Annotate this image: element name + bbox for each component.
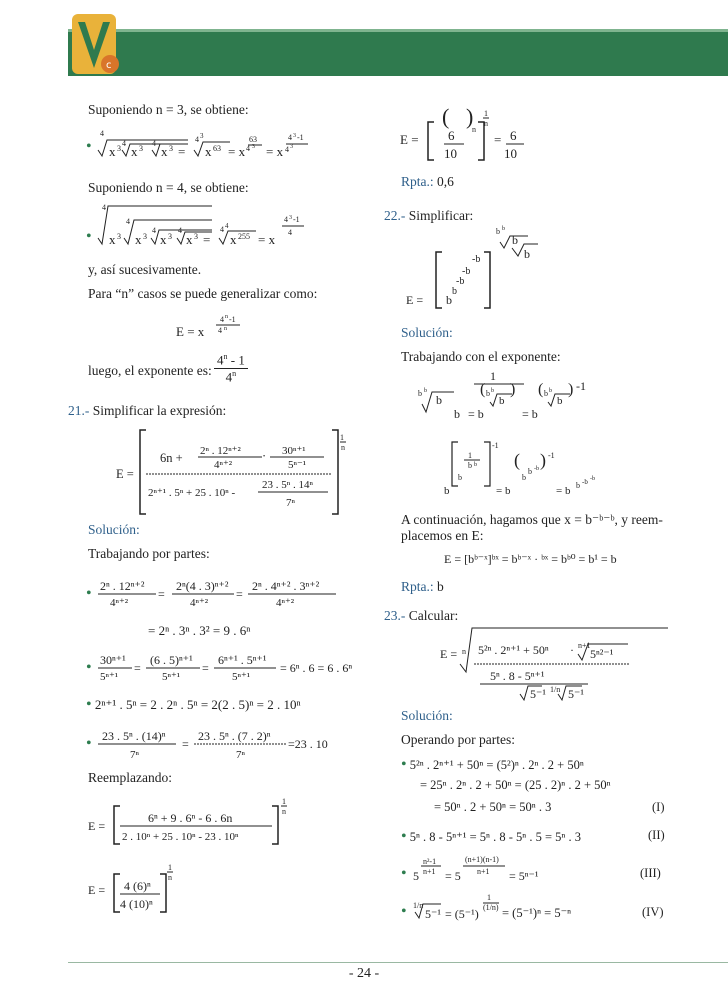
q23-heading	[384, 608, 458, 624]
formula-q21	[112, 424, 362, 520]
svg-text:b: b	[496, 227, 500, 236]
parts-eq5-end: =23 . 10	[288, 737, 328, 751]
svg-text:4: 4	[152, 226, 156, 235]
svg-text:=: =	[182, 737, 189, 751]
svg-text:b: b	[549, 388, 552, 394]
parts-eq2: = 2ⁿ . 3ⁿ . 3² = 9 . 6ⁿ	[148, 623, 251, 638]
trabajando-partes: Trabajando por partes:	[88, 546, 210, 561]
tag-II: (II)	[648, 828, 665, 842]
svg-text:b: b	[544, 389, 548, 398]
svg-text:b: b	[522, 473, 526, 482]
svg-text:5⁻¹: 5⁻¹	[425, 907, 441, 921]
solucion-21: Solución:	[88, 522, 140, 537]
text-exponente: luego, el exponente es:	[88, 363, 212, 378]
svg-text:4: 4	[218, 326, 222, 335]
svg-text:-1: -1	[293, 215, 300, 224]
formula-q23	[438, 624, 678, 708]
svg-text:E =: E =	[406, 293, 424, 307]
svg-text:4: 4	[288, 133, 292, 142]
svg-text:b: b	[512, 233, 518, 247]
svg-text:x: x	[109, 232, 116, 247]
svg-text:3: 3	[293, 133, 296, 139]
q22-number: 22.-	[384, 208, 406, 223]
solucion-22: Solución:	[401, 325, 453, 340]
q23-number: 23.-	[384, 608, 406, 623]
op-line6-end: = (5⁻¹)ⁿ = 5⁻ⁿ	[502, 906, 572, 920]
svg-text:4: 4	[288, 228, 292, 237]
svg-text:=: =	[178, 144, 186, 159]
formula-n3-svg	[96, 124, 326, 166]
q22-text: Simplificar:	[408, 208, 474, 223]
svg-text:n: n	[168, 873, 172, 882]
svg-text:b: b	[486, 389, 490, 398]
svg-text:3: 3	[117, 232, 121, 241]
svg-text:= x: = x	[258, 232, 276, 247]
svg-text:4ⁿ⁺²: 4ⁿ⁺²	[190, 597, 209, 609]
svg-text:3: 3	[139, 144, 143, 153]
bullet: •	[86, 228, 92, 245]
svg-text:n: n	[225, 314, 228, 320]
svg-text:3: 3	[252, 144, 255, 150]
svg-text:=: =	[203, 232, 211, 247]
svg-text:3: 3	[168, 232, 172, 241]
svg-text:4: 4	[285, 145, 289, 154]
svg-text:4: 4	[102, 203, 106, 212]
svg-text:(: (	[538, 381, 544, 398]
svg-text:•: •	[86, 585, 92, 602]
rpta-2-value: b	[437, 579, 444, 594]
svg-text:10: 10	[444, 146, 457, 161]
svg-text:b: b	[474, 462, 477, 468]
svg-text:1: 1	[468, 451, 472, 460]
frac-exponente: $\frac{4^n - 1}{4^n}$	[214, 352, 248, 386]
svg-text:): )	[466, 108, 474, 129]
svg-text:1: 1	[487, 893, 491, 902]
svg-text:6: 6	[510, 128, 517, 143]
svg-text:5⁻¹: 5⁻¹	[568, 687, 584, 701]
svg-text:23 . 5ⁿ . (14)ⁿ: 23 . 5ⁿ . (14)ⁿ	[102, 729, 166, 743]
rpta-2	[401, 579, 444, 595]
svg-text:-b: -b	[472, 254, 481, 265]
svg-text:6ⁿ⁺¹ . 5ⁿ⁺¹: 6ⁿ⁺¹ . 5ⁿ⁺¹	[218, 653, 267, 667]
svg-text:= b: = b	[468, 407, 484, 421]
svg-text:-1: -1	[548, 451, 555, 460]
svg-text:x: x	[135, 232, 142, 247]
svg-text:•: •	[401, 865, 407, 882]
svg-text:4: 4	[225, 222, 229, 230]
tag-IV: (IV)	[642, 905, 664, 919]
svg-text:n²-1: n²-1	[423, 857, 437, 866]
parts-eq4: • 2ⁿ⁺¹ . 5ⁿ = 2 . 2ⁿ . 5ⁿ = 2(2 . 5)ⁿ = 2 . 10ⁿ	[86, 696, 301, 713]
svg-text:= 5ⁿ⁻¹: = 5ⁿ⁻¹	[509, 869, 539, 883]
header-band	[68, 32, 728, 76]
svg-text:1: 1	[168, 863, 172, 872]
svg-text:-b: -b	[582, 478, 588, 486]
svg-text:4: 4	[122, 139, 126, 148]
rpta-1	[401, 174, 454, 190]
svg-text:b: b	[418, 389, 422, 398]
svg-text:1/n: 1/n	[413, 901, 424, 910]
svg-text:): )	[568, 381, 574, 398]
svg-text:23 . 5ⁿ . (7 . 2)ⁿ: 23 . 5ⁿ . (7 . 2)ⁿ	[198, 729, 271, 743]
svg-text:4: 4	[178, 226, 182, 235]
svg-text:-1: -1	[229, 315, 236, 324]
svg-text:x: x	[109, 144, 116, 159]
svg-text:30ⁿ⁺¹: 30ⁿ⁺¹	[100, 653, 126, 667]
svg-text:4: 4	[220, 315, 224, 324]
svg-text:4 (6)ⁿ: 4 (6)ⁿ	[124, 879, 151, 893]
svg-text:): )	[510, 381, 516, 398]
parts-eq4-text: 2ⁿ⁺¹ . 5ⁿ = 2 . 2ⁿ . 5ⁿ = 2(2 . 5)ⁿ = 2 . 10ⁿ	[94, 697, 301, 712]
svg-text:= x: = x	[228, 144, 246, 159]
svg-text:63: 63	[213, 144, 221, 153]
svg-text:-1: -1	[297, 133, 304, 142]
svg-text:7ⁿ: 7ⁿ	[130, 749, 139, 761]
svg-text:(n+1)(n-1): (n+1)(n-1)	[465, 855, 499, 864]
eq-e-final: E = [bᵇ⁻ˣ]ᵇˣ = bᵇ⁻ˣ · ᵇˣ = bᵇ⁰ = b¹ = b	[444, 552, 617, 566]
op-line5	[401, 852, 571, 888]
formula-q22	[400, 222, 550, 314]
svg-text:3: 3	[117, 144, 121, 153]
svg-text:): )	[540, 450, 546, 470]
svg-text:1: 1	[490, 369, 496, 383]
svg-text:·: ·	[262, 449, 267, 463]
svg-text:E =: E =	[88, 883, 106, 897]
q23-text: Calcular:	[408, 608, 459, 623]
svg-text:-b: -b	[462, 266, 471, 277]
svg-text:4 (10)ⁿ: 4 (10)ⁿ	[120, 897, 153, 911]
svg-text:5ⁿ⁻¹: 5ⁿ⁻¹	[288, 459, 307, 471]
svg-text:b: b	[446, 293, 452, 307]
svg-text:3: 3	[200, 132, 204, 140]
svg-text:1: 1	[340, 433, 344, 442]
svg-text:b: b	[557, 395, 563, 407]
svg-text:b: b	[452, 286, 457, 297]
op-line1-text: 5²ⁿ . 2ⁿ⁺¹ + 50ⁿ = (5²)ⁿ . 2ⁿ . 2 + 50ⁿ	[409, 758, 584, 772]
svg-text:·: ·	[570, 643, 574, 657]
rpta-1-value: 0,6	[437, 174, 454, 189]
svg-text:2ⁿ(4 . 3)ⁿ⁺²: 2ⁿ(4 . 3)ⁿ⁺²	[176, 579, 229, 593]
formula-e-46	[86, 858, 196, 918]
svg-text:2 . 10ⁿ + 25 . 10ⁿ - 23 . 10ⁿ: 2 . 10ⁿ + 25 . 10ⁿ - 23 . 10ⁿ	[122, 831, 239, 843]
svg-text:4: 4	[284, 215, 288, 224]
svg-text:1/n: 1/n	[550, 685, 561, 694]
svg-text:(1/n): (1/n)	[483, 903, 499, 912]
svg-text:4ⁿ⁺²: 4ⁿ⁺²	[276, 597, 295, 609]
svg-text:4: 4	[100, 129, 104, 138]
text-general: Para “n” casos se puede generalizar como:	[88, 286, 318, 301]
svg-text:E = x: E = x	[176, 324, 205, 339]
formula-exponente2	[440, 436, 620, 500]
svg-text:= b: = b	[496, 485, 511, 497]
logo-icon	[70, 12, 126, 82]
svg-text:=: =	[158, 587, 165, 601]
svg-text:n: n	[462, 647, 466, 656]
op-line2: = 25ⁿ . 2ⁿ . 2 + 50ⁿ = (25 . 2)ⁿ . 2 + 50ⁿ	[420, 778, 611, 792]
svg-text:5ⁿ⁺¹: 5ⁿ⁺¹	[162, 671, 181, 683]
svg-text:= 5: = 5	[445, 869, 461, 883]
svg-text:5: 5	[413, 869, 419, 883]
formula-exponente	[414, 366, 614, 424]
svg-text:=: =	[202, 661, 209, 675]
svg-text:x: x	[186, 232, 193, 247]
parts-eq1	[86, 574, 346, 614]
reemplazando: Reemplazando:	[88, 770, 172, 785]
svg-text:1: 1	[282, 797, 286, 806]
solucion-23: Solución:	[401, 708, 453, 723]
text-n3: Suponiendo n = 3, se obtiene:	[88, 102, 249, 117]
svg-text:E =: E =	[440, 647, 458, 661]
svg-text:b: b	[576, 481, 580, 490]
rpta-2-label: Rpta.:	[401, 579, 434, 594]
svg-text:•: •	[86, 659, 92, 676]
op-line4-text: 5ⁿ . 8 - 5ⁿ⁺¹ = 5ⁿ . 8 - 5ⁿ . 5 = 5ⁿ . 3	[409, 830, 581, 844]
svg-text:(: (	[442, 108, 450, 129]
svg-text:b: b	[524, 247, 530, 261]
svg-text:E =: E =	[400, 132, 419, 147]
svg-text:=: =	[134, 661, 141, 675]
svg-text:b: b	[424, 388, 427, 394]
svg-text:6ⁿ + 9 . 6ⁿ - 6 . 6n: 6ⁿ + 9 . 6ⁿ - 6 . 6n	[148, 811, 233, 825]
q21-number: 21.-	[68, 403, 90, 418]
q21-heading	[68, 403, 226, 419]
svg-text:-b: -b	[456, 276, 465, 287]
svg-text:4: 4	[246, 144, 250, 153]
parts-eq3	[86, 648, 366, 688]
svg-text:n+1: n+1	[578, 641, 591, 650]
svg-text:b: b	[458, 473, 462, 482]
svg-text:-1: -1	[576, 379, 586, 393]
svg-text:b: b	[444, 485, 450, 497]
svg-text:6: 6	[448, 128, 455, 143]
svg-text:b: b	[502, 226, 505, 232]
footer-rule	[68, 962, 728, 963]
svg-text:6n +: 6n +	[160, 451, 183, 465]
svg-text:= 6ⁿ . 6 = 6 . 6ⁿ: = 6ⁿ . 6 = 6 . 6ⁿ	[280, 661, 353, 675]
svg-text:= (5⁻¹): = (5⁻¹)	[445, 907, 479, 921]
svg-text:5ⁿ²⁻¹: 5ⁿ²⁻¹	[590, 647, 614, 661]
svg-text:255: 255	[238, 232, 250, 241]
svg-text:3: 3	[290, 144, 293, 150]
svg-text:E =: E =	[116, 467, 134, 481]
svg-text:n+1: n+1	[423, 867, 436, 876]
text-sucesivamente: y, así sucesivamente.	[88, 262, 202, 277]
svg-text:b: b	[528, 467, 532, 476]
svg-text:7ⁿ: 7ⁿ	[236, 749, 245, 761]
svg-text:x: x	[205, 144, 212, 159]
continuacion-1: A continuación, hagamos que x = b⁻ᵇ⁻ᵇ, y reem-	[401, 512, 663, 527]
svg-text:x: x	[230, 232, 237, 247]
svg-text:(: (	[480, 381, 486, 398]
page-number: - 24 -	[348, 966, 380, 981]
svg-text:2ⁿ . 4ⁿ⁺² . 3ⁿ⁺²: 2ⁿ . 4ⁿ⁺² . 3ⁿ⁺²	[252, 579, 320, 593]
svg-text:n: n	[341, 443, 345, 452]
tag-I: (I)	[652, 800, 665, 814]
svg-text:4: 4	[152, 139, 156, 148]
svg-text:x: x	[161, 144, 168, 159]
svg-text:5ⁿ⁺¹: 5ⁿ⁺¹	[100, 671, 119, 683]
svg-text:30ⁿ⁺¹: 30ⁿ⁺¹	[282, 445, 306, 457]
svg-text:b: b	[499, 395, 505, 407]
svg-text:=: =	[494, 132, 502, 147]
svg-text:= b: = b	[556, 485, 571, 497]
svg-text:3: 3	[194, 232, 198, 241]
svg-text:5²ⁿ . 2ⁿ⁺¹ + 50ⁿ: 5²ⁿ . 2ⁿ⁺¹ + 50ⁿ	[478, 643, 549, 657]
operando-partes: Operando por partes:	[401, 732, 515, 747]
svg-text:= b: = b	[522, 407, 538, 421]
svg-text:b: b	[491, 388, 494, 394]
svg-text:3: 3	[289, 215, 292, 221]
svg-text:3: 3	[143, 232, 147, 241]
rpta-1-label: Rpta.:	[401, 174, 434, 189]
svg-text:-b: -b	[590, 476, 595, 482]
svg-text:4: 4	[195, 135, 199, 144]
formula-n4-svg	[96, 198, 326, 256]
svg-text:n: n	[224, 326, 227, 332]
svg-text:5⁻¹: 5⁻¹	[530, 687, 546, 701]
svg-text:x: x	[160, 232, 167, 247]
op-line4: • 5ⁿ . 8 - 5ⁿ⁺¹ = 5ⁿ . 8 - 5ⁿ . 5 = 5ⁿ . 3	[401, 828, 581, 845]
svg-text:4ⁿ⁺²: 4ⁿ⁺²	[214, 459, 233, 471]
svg-text:5ⁿ . 8 - 5ⁿ⁺¹: 5ⁿ . 8 - 5ⁿ⁺¹	[490, 669, 545, 683]
svg-text:c: c	[106, 60, 112, 71]
formula-n3: •	[86, 138, 92, 155]
svg-text:3: 3	[169, 144, 173, 153]
svg-text:•: •	[86, 735, 92, 752]
svg-text:b: b	[436, 393, 442, 407]
svg-text:=: =	[236, 587, 243, 601]
q21-text: Simplificar la expresión:	[92, 403, 227, 418]
op-line3: = 50ⁿ . 2 + 50ⁿ = 50ⁿ . 3	[434, 800, 552, 814]
svg-text:23 . 5ⁿ . 14ⁿ: 23 . 5ⁿ . 14ⁿ	[262, 479, 313, 491]
svg-text:x: x	[131, 144, 138, 159]
svg-text:n+1: n+1	[477, 867, 490, 876]
svg-text:2ⁿ . 12ⁿ⁺²: 2ⁿ . 12ⁿ⁺²	[200, 445, 241, 457]
svg-text:n: n	[484, 119, 488, 128]
svg-text:4ⁿ⁺²: 4ⁿ⁺²	[110, 597, 129, 609]
formula-general	[172, 306, 242, 340]
svg-text:2ⁿ . 12ⁿ⁺²: 2ⁿ . 12ⁿ⁺²	[100, 579, 145, 593]
svg-text:10: 10	[504, 146, 517, 161]
svg-text:2ⁿ⁺¹ . 5ⁿ + 25 . 10ⁿ -: 2ⁿ⁺¹ . 5ⁿ + 25 . 10ⁿ -	[148, 487, 236, 499]
svg-text:4: 4	[126, 217, 130, 226]
svg-text:5ⁿ⁺¹: 5ⁿ⁺¹	[232, 671, 251, 683]
svg-text:E =: E =	[88, 819, 106, 833]
svg-text:n: n	[282, 807, 286, 816]
svg-text:63: 63	[249, 135, 257, 144]
text-n4: Suponiendo n = 4, se obtiene:	[88, 180, 249, 195]
svg-text:4: 4	[220, 225, 224, 234]
formula-e-610	[398, 108, 528, 164]
svg-text:-1: -1	[492, 441, 499, 450]
op-line1: • 5²ⁿ . 2ⁿ⁺¹ + 50ⁿ = (5²)ⁿ . 2ⁿ . 2 + 50ⁿ	[401, 756, 584, 773]
tag-III: (III)	[640, 866, 661, 880]
svg-text:1: 1	[484, 109, 488, 118]
svg-text:b: b	[468, 461, 472, 470]
svg-text:= x: = x	[266, 144, 284, 159]
svg-text:-b: -b	[534, 466, 539, 472]
svg-text:n: n	[472, 125, 476, 134]
svg-text:(: (	[514, 450, 520, 470]
svg-text:b: b	[454, 407, 460, 421]
svg-text:7ⁿ: 7ⁿ	[286, 497, 295, 509]
svg-text:(6 . 5)ⁿ⁺¹: (6 . 5)ⁿ⁺¹	[150, 653, 193, 667]
continuacion-2: placemos en E:	[401, 528, 484, 543]
svg-text:•: •	[401, 903, 407, 920]
trabajando-exponente: Trabajando con el exponente:	[401, 349, 561, 364]
formula-reemplazo	[86, 794, 306, 848]
